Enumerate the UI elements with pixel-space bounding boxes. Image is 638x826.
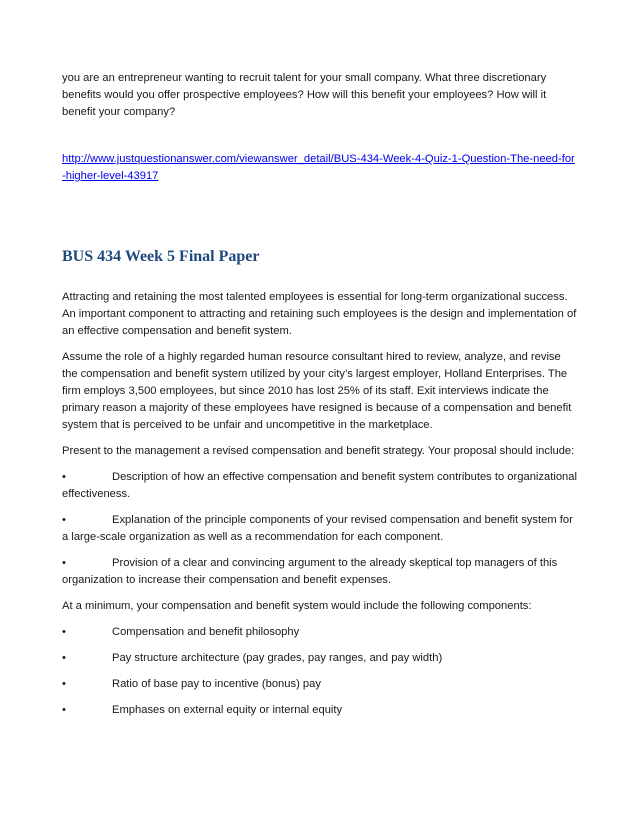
component-bullet-4 xyxy=(62,702,578,719)
proposal-bullet-3 xyxy=(62,555,578,589)
bullet-marker: • xyxy=(62,626,66,638)
component-bullet-1 xyxy=(62,624,578,641)
proposal-bullet-2 xyxy=(62,512,578,546)
bullet-text: Ratio of base pay to incentive (bonus) pay xyxy=(112,678,321,690)
component-bullet-2 xyxy=(62,650,578,667)
bullet-text: Description of how an effective compensation and benefit system contributes to organizational effectiveness. xyxy=(62,471,577,500)
bullet-marker: • xyxy=(62,678,66,690)
body-paragraph-2: Assume the role of a highly regarded human resource consultant hired to review, analyze, and revise the compensation and benefit system utilized by your city’s largest employer, Holland Enterprises. The firm employs 3,500 employees, but since 2010 has lost 25% of its staff. Exit interviews indicate the primary reason a majority of these employees have resigned is because of a compensation and benefit system that is perceived to be unfair and uncompetitive in the marketplace. xyxy=(62,351,572,431)
bullet-text: Pay structure architecture (pay grades, pay ranges, and pay width) xyxy=(112,652,443,664)
bullet-marker: • xyxy=(62,514,66,526)
components-intro: At a minimum, your compensation and benefit system would include the following components: xyxy=(62,600,532,612)
bullet-text: Emphases on external equity or internal equity xyxy=(112,704,343,716)
component-bullet-3 xyxy=(62,676,578,693)
body-paragraph-3: Present to the management a revised compensation and benefit strategy. Your proposal should include: xyxy=(62,445,575,457)
bullet-marker: • xyxy=(62,557,66,569)
proposal-bullet-1 xyxy=(62,469,578,503)
body-paragraph-1: Attracting and retaining the most talented employees is essential for long-term organizational success. An important component to attracting and retaining such employees is the design and implementation of an effective compensation and benefit system. xyxy=(62,291,577,337)
bullet-text: Provision of a clear and convincing argument to the already skeptical top managers of this organization to increase their compensation and benefit expenses. xyxy=(62,557,558,586)
bullet-marker: • xyxy=(62,471,66,483)
section-heading: BUS 434 Week 5 Final Paper xyxy=(62,248,260,265)
bullet-text: Compensation and benefit philosophy xyxy=(112,626,300,638)
answer-link[interactable]: http://www.justquestionanswer.com/viewanswer_detail/BUS-434-Week-4-Quiz-1-Question-The-need-for-higher-level-43917 xyxy=(62,153,575,182)
bullet-text: Explanation of the principle components of your revised compensation and benefit system for a large-scale organization as well as a recommendation for each component. xyxy=(62,514,573,543)
bullet-marker: • xyxy=(62,652,66,664)
bullet-marker: • xyxy=(62,704,66,716)
intro-paragraph: you are an entrepreneur wanting to recruit talent for your small company. What three discretionary benefits would you offer prospective employees? How will this benefit your employees? How will it benefit your company? xyxy=(62,72,547,118)
